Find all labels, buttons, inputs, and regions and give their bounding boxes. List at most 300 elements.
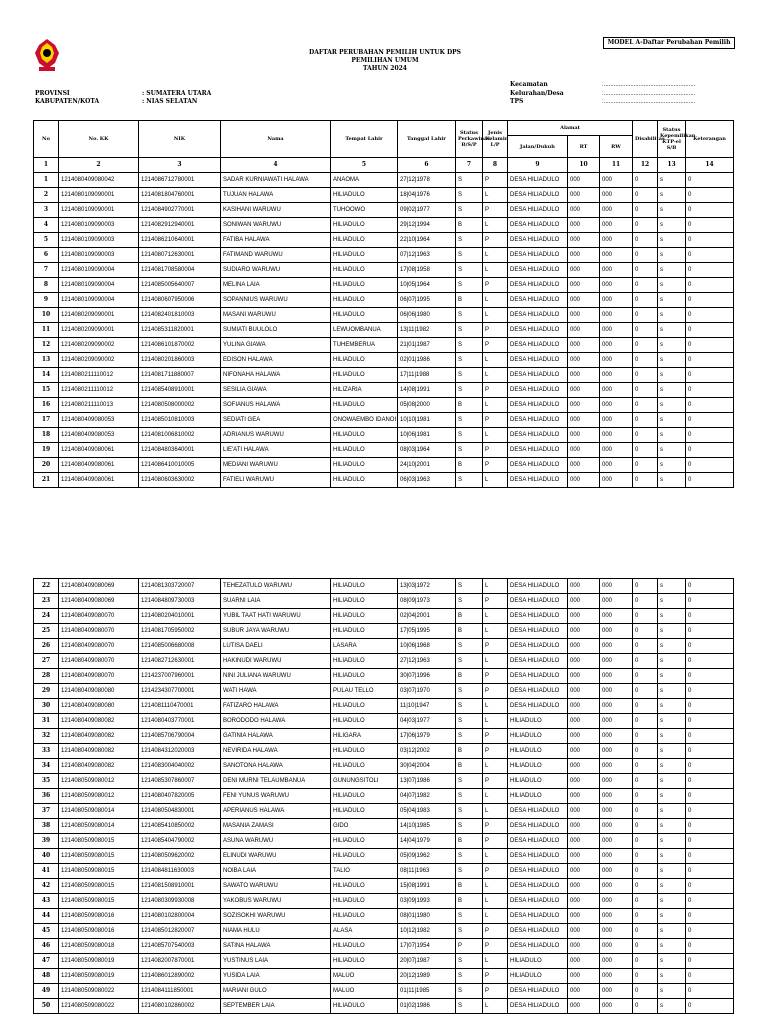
cell-keterangan: 0 [686, 699, 734, 714]
table-row [34, 924, 734, 939]
kpu-logo-icon [33, 37, 61, 73]
cell-tempat-lahir: HILIADULO [331, 609, 398, 624]
cell-jalan-dukuh: DESA HILIADULO [508, 639, 568, 654]
cell-jenis-kelamin: P [483, 864, 508, 879]
cell-tanggal-lahir: 10|05|1964 [398, 278, 456, 293]
cell-row-no: 8 [34, 278, 59, 293]
cell-row-no: 15 [34, 383, 59, 398]
cell-nama: EDISON HALAWA [221, 353, 331, 368]
cell-jenis-kelamin: L [483, 398, 508, 413]
cell-nik: 1214080504830001 [139, 804, 221, 819]
cell-disabilitas: 0 [633, 443, 658, 458]
cell-keterangan: 0 [686, 383, 734, 398]
cell-disabilitas: 0 [633, 308, 658, 323]
cell-tempat-lahir: HILIADULO [331, 579, 398, 594]
cell-row-no: 4 [34, 218, 59, 233]
cell-tanggal-lahir: 13|07|1986 [398, 774, 456, 789]
cell-tanggal-lahir: 27|12|1978 [398, 173, 456, 188]
cell-nama: MELINA LAIA [221, 278, 331, 293]
table-row [34, 188, 734, 203]
cell-status-perkawinan: S [456, 984, 483, 999]
cell-rw: 000 [600, 443, 633, 458]
cell-nama: FENI YUNUS WARUWU [221, 789, 331, 804]
cell-nik: 1214084803640001 [139, 443, 221, 458]
cell-rt: 000 [568, 984, 600, 999]
header-jalan: Jalan/Dukuh [508, 136, 568, 158]
cell-nik: 1214234307700001 [139, 684, 221, 699]
cell-tempat-lahir: TALIO [331, 864, 398, 879]
cell-keterangan: 0 [686, 999, 734, 1014]
cell-nik: 1214085006680008 [139, 639, 221, 654]
cell-keterangan: 0 [686, 684, 734, 699]
cell-nama: MEDIANI WARUWU [221, 458, 331, 473]
cell-status-ktp: s [658, 413, 686, 428]
cell-no-kk: 1214080109090003 [59, 248, 139, 263]
cell-nik: 1214081708580004 [139, 263, 221, 278]
cell-rw: 000 [600, 804, 633, 819]
cell-tanggal-lahir: 08|01|1980 [398, 909, 456, 924]
cell-tempat-lahir: HILIADULO [331, 804, 398, 819]
cell-jenis-kelamin: L [483, 624, 508, 639]
cell-status-perkawinan: S [456, 413, 483, 428]
cell-nik: 1214082401810003 [139, 308, 221, 323]
cell-tempat-lahir: HILIADULO [331, 654, 398, 669]
document-title-line-3: TAHUN 2024 [363, 65, 407, 72]
cell-no-kk: 1214080409080082 [59, 729, 139, 744]
cell-no-kk: 1214080509080014 [59, 804, 139, 819]
cell-tempat-lahir: PULAU TELLO [331, 684, 398, 699]
cell-nik: 1214080509620002 [139, 849, 221, 864]
cell-disabilitas: 0 [633, 624, 658, 639]
cell-jenis-kelamin: P [483, 278, 508, 293]
cell-jenis-kelamin: P [483, 939, 508, 954]
cell-status-ktp: s [658, 759, 686, 774]
cell-status-perkawinan: S [456, 263, 483, 278]
cell-rw: 000 [600, 218, 633, 233]
cell-jalan-dukuh: DESA HILIADULO [508, 849, 568, 864]
cell-status-ktp: s [658, 999, 686, 1014]
cell-nik: 1214083004040002 [139, 759, 221, 774]
cell-rw: 000 [600, 624, 633, 639]
column-number-10: 10 [568, 158, 600, 173]
table-row [34, 669, 734, 684]
cell-row-no: 34 [34, 759, 59, 774]
cell-nama: FATIBA HALAWA [221, 233, 331, 248]
cell-tempat-lahir: HILIADULO [331, 744, 398, 759]
cell-nik: 1214084809730003 [139, 594, 221, 609]
cell-nik: 1214085005640007 [139, 278, 221, 293]
cell-rw: 000 [600, 924, 633, 939]
cell-disabilitas: 0 [633, 849, 658, 864]
cell-row-no: 22 [34, 579, 59, 594]
cell-rw: 000 [600, 323, 633, 338]
cell-row-no: 32 [34, 729, 59, 744]
cell-nik: 1214081508910001 [139, 879, 221, 894]
table-row [34, 323, 734, 338]
cell-no-kk: 1214080509080014 [59, 819, 139, 834]
cell-status-ktp: s [658, 458, 686, 473]
cell-rw: 000 [600, 353, 633, 368]
cell-rt: 000 [568, 398, 600, 413]
cell-rw: 000 [600, 714, 633, 729]
table-row [34, 699, 734, 714]
cell-keterangan: 0 [686, 413, 734, 428]
cell-status-perkawinan: P [456, 939, 483, 954]
cell-nama: LUTISA DAELI [221, 639, 331, 654]
cell-rt: 000 [568, 909, 600, 924]
cell-status-ktp: s [658, 894, 686, 909]
cell-tanggal-lahir: 08|09|1973 [398, 594, 456, 609]
cell-disabilitas: 0 [633, 834, 658, 849]
cell-rt: 000 [568, 954, 600, 969]
cell-status-perkawinan: S [456, 308, 483, 323]
cell-keterangan: 0 [686, 879, 734, 894]
cell-rt: 000 [568, 894, 600, 909]
cell-tanggal-lahir: 01|02|1986 [398, 999, 456, 1014]
header-alamat: Alamat [508, 121, 633, 136]
kabupaten-value: : NIAS SELATAN [142, 98, 198, 105]
cell-keterangan: 0 [686, 368, 734, 383]
cell-jalan-dukuh: DESA HILIADULO [508, 819, 568, 834]
tps-value: :....................................................... [602, 99, 696, 105]
cell-rw: 000 [600, 984, 633, 999]
cell-status-perkawinan: B [456, 759, 483, 774]
cell-status-perkawinan: S [456, 383, 483, 398]
cell-status-ktp: s [658, 594, 686, 609]
cell-no-kk: 1214080409080061 [59, 458, 139, 473]
cell-tempat-lahir: HILIGARA [331, 729, 398, 744]
column-number-7: 7 [456, 158, 483, 173]
cell-jenis-kelamin: L [483, 789, 508, 804]
cell-tempat-lahir: LEWUOMBANUA [331, 323, 398, 338]
cell-status-perkawinan: S [456, 428, 483, 443]
cell-no-kk: 1214080509080015 [59, 834, 139, 849]
cell-nik: 1214080712630001 [139, 248, 221, 263]
cell-status-ktp: s [658, 834, 686, 849]
cell-keterangan: 0 [686, 849, 734, 864]
cell-jenis-kelamin: L [483, 609, 508, 624]
cell-tanggal-lahir: 05|09|1962 [398, 849, 456, 864]
cell-disabilitas: 0 [633, 218, 658, 233]
cell-nama: ADRIANUS WARUWU [221, 428, 331, 443]
cell-row-no: 11 [34, 323, 59, 338]
cell-rt: 000 [568, 684, 600, 699]
cell-keterangan: 0 [686, 263, 734, 278]
cell-tanggal-lahir: 03|09|1993 [398, 894, 456, 909]
cell-keterangan: 0 [686, 624, 734, 639]
cell-rt: 000 [568, 308, 600, 323]
table-row [34, 233, 734, 248]
cell-tanggal-lahir: 03|12|2002 [398, 744, 456, 759]
cell-jalan-dukuh: DESA HILIADULO [508, 699, 568, 714]
cell-nama: WATI HAWA [221, 684, 331, 699]
cell-jenis-kelamin: P [483, 774, 508, 789]
cell-status-ktp: s [658, 954, 686, 969]
cell-disabilitas: 0 [633, 939, 658, 954]
cell-no-kk: 1214080509080015 [59, 894, 139, 909]
cell-rt: 000 [568, 413, 600, 428]
cell-rw: 000 [600, 383, 633, 398]
table-row [34, 203, 734, 218]
cell-nik: 1214085408910001 [139, 383, 221, 398]
cell-no-kk: 1214080211110012 [59, 383, 139, 398]
cell-jenis-kelamin: L [483, 954, 508, 969]
cell-nama: SANOTONA HALAWA [221, 759, 331, 774]
cell-nama: SESILIA GIAWA [221, 383, 331, 398]
cell-nama: FATIELI WARUWU [221, 473, 331, 488]
kecamatan-label: Kecamatan [510, 81, 548, 88]
cell-rw: 000 [600, 293, 633, 308]
cell-status-ktp: s [658, 804, 686, 819]
cell-nama: YUBIL TAAT HATI WARUWU [221, 609, 331, 624]
cell-rw: 000 [600, 774, 633, 789]
cell-tempat-lahir: HILIADULO [331, 939, 398, 954]
cell-tempat-lahir: HILIADULO [331, 594, 398, 609]
cell-rw: 000 [600, 939, 633, 954]
cell-rw: 000 [600, 879, 633, 894]
table-row [34, 263, 734, 278]
cell-status-ktp: s [658, 188, 686, 203]
cell-tanggal-lahir: 20|12|1989 [398, 969, 456, 984]
cell-status-perkawinan: S [456, 864, 483, 879]
cell-jalan-dukuh: DESA HILIADULO [508, 924, 568, 939]
cell-rw: 000 [600, 954, 633, 969]
cell-rt: 000 [568, 669, 600, 684]
table-row [34, 594, 734, 609]
cell-tanggal-lahir: 17|07|1954 [398, 939, 456, 954]
cell-jalan-dukuh: DESA HILIADULO [508, 654, 568, 669]
column-number-13: 13 [658, 158, 686, 173]
header-status-perkawinan: Status Perkawinan B/S/P [456, 121, 483, 158]
cell-jalan-dukuh: HILIADULO [508, 789, 568, 804]
cell-no-kk: 1214080409080069 [59, 594, 139, 609]
cell-disabilitas: 0 [633, 984, 658, 999]
cell-disabilitas: 0 [633, 819, 658, 834]
cell-rw: 000 [600, 398, 633, 413]
cell-no-kk: 1214080509080012 [59, 774, 139, 789]
cell-nama: ELINUDI WARUWU [221, 849, 331, 864]
cell-no-kk: 1214080409080053 [59, 428, 139, 443]
cell-rw: 000 [600, 909, 633, 924]
cell-nama: SUBUR JAYA WARUWU [221, 624, 331, 639]
cell-jenis-kelamin: P [483, 413, 508, 428]
cell-no-kk: 1214080509080015 [59, 864, 139, 879]
cell-no-kk: 1214080211110012 [59, 368, 139, 383]
cell-no-kk: 1214080509080012 [59, 789, 139, 804]
cell-nik: 1214081110470001 [139, 699, 221, 714]
cell-rt: 000 [568, 594, 600, 609]
cell-jenis-kelamin: L [483, 579, 508, 594]
cell-tanggal-lahir: 17|11|1988 [398, 368, 456, 383]
cell-tempat-lahir: ALASA [331, 924, 398, 939]
cell-jalan-dukuh: HILIADULO [508, 714, 568, 729]
cell-rt: 000 [568, 699, 600, 714]
cell-jenis-kelamin: P [483, 819, 508, 834]
cell-status-perkawinan: B [456, 293, 483, 308]
cell-nik: 1214081804760001 [139, 188, 221, 203]
cell-nik: 1214085404790002 [139, 834, 221, 849]
cell-keterangan: 0 [686, 939, 734, 954]
cell-nama: FATIMAND WARUWU [221, 248, 331, 263]
cell-row-no: 42 [34, 879, 59, 894]
cell-jenis-kelamin: P [483, 203, 508, 218]
cell-jalan-dukuh: DESA HILIADULO [508, 984, 568, 999]
cell-nik: 1214086101870002 [139, 338, 221, 353]
cell-jalan-dukuh: DESA HILIADULO [508, 338, 568, 353]
cell-nik: 1214085707540003 [139, 939, 221, 954]
cell-status-ktp: s [658, 263, 686, 278]
cell-no-kk: 1214080509080019 [59, 954, 139, 969]
cell-nik: 1214080201860003 [139, 353, 221, 368]
cell-status-ktp: s [658, 293, 686, 308]
column-number-9: 9 [508, 158, 568, 173]
cell-no-kk: 1214080409080080 [59, 684, 139, 699]
cell-rw: 000 [600, 699, 633, 714]
cell-disabilitas: 0 [633, 383, 658, 398]
cell-rt: 000 [568, 218, 600, 233]
provinsi-label: PROVINSI [35, 90, 70, 97]
cell-status-ktp: s [658, 654, 686, 669]
cell-tanggal-lahir: 22|10|1964 [398, 233, 456, 248]
cell-jenis-kelamin: P [483, 684, 508, 699]
table-row [34, 248, 734, 263]
cell-jenis-kelamin: L [483, 699, 508, 714]
cell-status-perkawinan: B [456, 624, 483, 639]
cell-status-perkawinan: S [456, 789, 483, 804]
cell-row-no: 5 [34, 233, 59, 248]
cell-disabilitas: 0 [633, 744, 658, 759]
cell-row-no: 48 [34, 969, 59, 984]
cell-nama: YULINA GIAWA [221, 338, 331, 353]
cell-jenis-kelamin: L [483, 654, 508, 669]
cell-nik: 1214080607950006 [139, 293, 221, 308]
table-row [34, 999, 734, 1014]
cell-row-no: 19 [34, 443, 59, 458]
cell-no-kk: 1214080409080070 [59, 654, 139, 669]
table-row [34, 278, 734, 293]
cell-rw: 000 [600, 338, 633, 353]
cell-status-perkawinan: B [456, 669, 483, 684]
cell-tempat-lahir: TUHEMBERUA [331, 338, 398, 353]
document-title-line-1: DAFTAR PERUBAHAN PEMILIH UNTUK DPS [309, 49, 461, 56]
cell-keterangan: 0 [686, 669, 734, 684]
header-jenis-kelamin: Jenis Kelamin L/P [483, 121, 508, 158]
cell-no-kk: 1214080409080069 [59, 579, 139, 594]
cell-jalan-dukuh: DESA HILIADULO [508, 999, 568, 1014]
cell-status-perkawinan: S [456, 473, 483, 488]
cell-jalan-dukuh: DESA HILIADULO [508, 233, 568, 248]
cell-no-kk: 1214080409080082 [59, 744, 139, 759]
cell-row-no: 16 [34, 398, 59, 413]
cell-jalan-dukuh: DESA HILIADULO [508, 428, 568, 443]
cell-rw: 000 [600, 609, 633, 624]
cell-row-no: 40 [34, 849, 59, 864]
cell-keterangan: 0 [686, 744, 734, 759]
cell-tempat-lahir: HILIADULO [331, 188, 398, 203]
cell-status-perkawinan: S [456, 188, 483, 203]
column-number-row [34, 158, 734, 173]
cell-nik: 1214081705950002 [139, 624, 221, 639]
cell-nama: LIE'ATI HALAWA [221, 443, 331, 458]
cell-keterangan: 0 [686, 293, 734, 308]
cell-keterangan: 0 [686, 278, 734, 293]
cell-row-no: 49 [34, 984, 59, 999]
cell-row-no: 10 [34, 308, 59, 323]
header-nkk: No. KK [59, 121, 139, 158]
cell-row-no: 28 [34, 669, 59, 684]
cell-jenis-kelamin: L [483, 473, 508, 488]
cell-row-no: 24 [34, 609, 59, 624]
cell-status-ktp: s [658, 699, 686, 714]
cell-status-perkawinan: S [456, 714, 483, 729]
cell-disabilitas: 0 [633, 473, 658, 488]
cell-nik: 1214080603630002 [139, 473, 221, 488]
cell-nik: 1214084902770001 [139, 203, 221, 218]
cell-rt: 000 [568, 744, 600, 759]
cell-disabilitas: 0 [633, 368, 658, 383]
cell-row-no: 9 [34, 293, 59, 308]
cell-disabilitas: 0 [633, 278, 658, 293]
cell-jalan-dukuh: DESA HILIADULO [508, 278, 568, 293]
cell-tanggal-lahir: 24|10|2001 [398, 458, 456, 473]
cell-status-ktp: s [658, 428, 686, 443]
cell-jalan-dukuh: DESA HILIADULO [508, 609, 568, 624]
cell-status-perkawinan: S [456, 443, 483, 458]
cell-no-kk: 1214080409080070 [59, 609, 139, 624]
cell-nama: NIAMA HULU [221, 924, 331, 939]
cell-tempat-lahir: HILIADULO [331, 248, 398, 263]
cell-rt: 000 [568, 353, 600, 368]
cell-status-ktp: s [658, 714, 686, 729]
header-status-ktp: Status Kepemilikan KTP-el S/B [658, 121, 686, 158]
cell-tempat-lahir: MALUO [331, 984, 398, 999]
document-title-line-2: PEMILIHAN UMUM [351, 57, 419, 64]
header-nama: Nama [221, 121, 331, 158]
cell-rt: 000 [568, 759, 600, 774]
cell-keterangan: 0 [686, 203, 734, 218]
cell-keterangan: 0 [686, 188, 734, 203]
cell-keterangan: 0 [686, 819, 734, 834]
cell-row-no: 43 [34, 894, 59, 909]
cell-tempat-lahir: HILIADULO [331, 278, 398, 293]
cell-tempat-lahir: HILIADULO [331, 759, 398, 774]
cell-status-ktp: s [658, 473, 686, 488]
cell-tanggal-lahir: 04|07|1982 [398, 789, 456, 804]
cell-nama: SOZISOKHI WARUWU [221, 909, 331, 924]
cell-disabilitas: 0 [633, 789, 658, 804]
cell-jenis-kelamin: P [483, 458, 508, 473]
cell-keterangan: 0 [686, 173, 734, 188]
cell-nik: 1214080403770001 [139, 714, 221, 729]
cell-nama: SAWATO WARUWU [221, 879, 331, 894]
cell-jalan-dukuh: DESA HILIADULO [508, 624, 568, 639]
table-row [34, 759, 734, 774]
cell-jalan-dukuh: DESA HILIADULO [508, 308, 568, 323]
cell-nama: DENI MURNI TELAUMBANUA [221, 774, 331, 789]
cell-nama: HAKINUDI WARUWU [221, 654, 331, 669]
cell-rw: 000 [600, 744, 633, 759]
cell-row-no: 31 [34, 714, 59, 729]
cell-rw: 000 [600, 969, 633, 984]
cell-nik: 1214081006810002 [139, 428, 221, 443]
cell-status-perkawinan: S [456, 804, 483, 819]
cell-rt: 000 [568, 639, 600, 654]
cell-nama: GATINIA HALAWA [221, 729, 331, 744]
table-row [34, 338, 734, 353]
cell-tanggal-lahir: 27|12|1963 [398, 654, 456, 669]
cell-jenis-kelamin: P [483, 669, 508, 684]
cell-status-perkawinan: S [456, 233, 483, 248]
